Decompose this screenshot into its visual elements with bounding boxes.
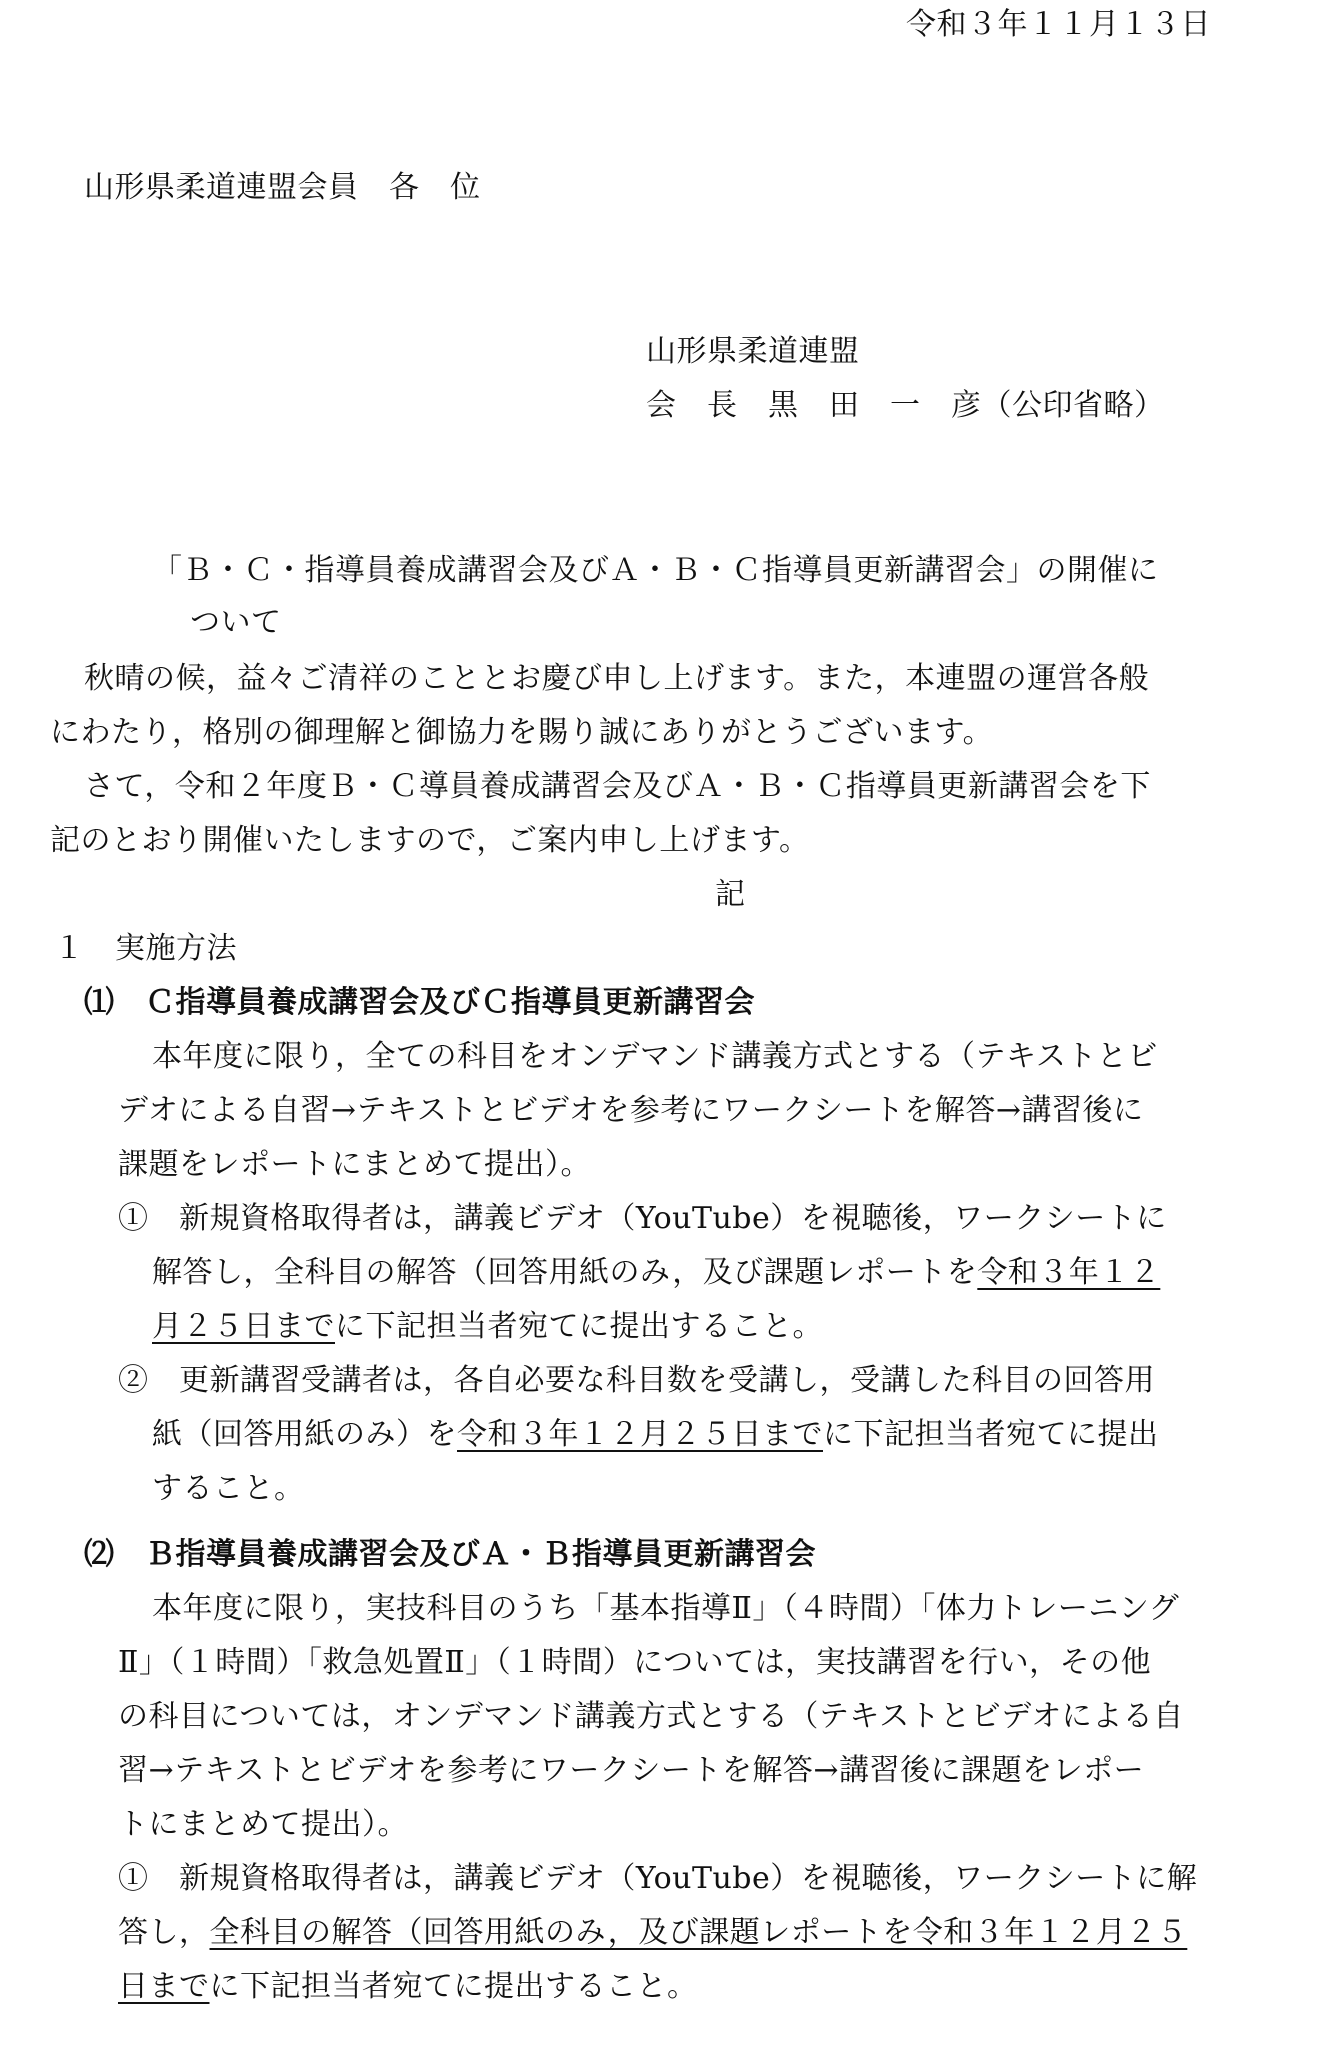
sender-president: 会 長 黒 田 一 彦（公印省略）: [646, 388, 1165, 423]
subsection-2-paragraph-line-4: 習→テキストとビデオを参考にワークシートを解答→講習後に課題をレポー: [118, 1753, 1145, 1788]
ki-heading: 記: [715, 877, 746, 912]
item-text: 解答し，全科目の解答（回答用紙のみ，及び課題レポートを: [152, 1255, 978, 1290]
subsection-2-paragraph-line-1: 本年度に限り，実技科目のうち「基本指導Ⅱ」（４時間）「体力トレーニング: [152, 1591, 1180, 1626]
greeting-line-4: 記のとおり開催いたしますので，ご案内申し上げます。: [50, 823, 810, 858]
subsection-1-paragraph-line-3: 課題をレポートにまとめて提出）。: [118, 1147, 591, 1182]
section-1-title: １ 実施方法: [54, 931, 237, 966]
subsection-2-item-1-line-3: [118, 1967, 698, 2007]
item-text: に下記担当者宛てに提出すること。: [335, 1309, 823, 1344]
sender-organization: 山形県柔道連盟: [646, 334, 860, 369]
greeting-line-1: 秋晴の候，益々ご清祥のこととお慶び申し上げます。また，本連盟の運営各般: [84, 661, 1150, 696]
deadline-underlined: 月２５日まで: [152, 1309, 335, 1344]
deadline-underlined: 令和３年１２: [977, 1255, 1161, 1290]
document-date: 令和３年１１月１３日: [906, 7, 1211, 42]
subsection-1-item-1-line-3: [152, 1307, 823, 1347]
subsection-1-title: ⑴ Ｃ指導員養成講習会及びＣ指導員更新講習会: [84, 985, 755, 1020]
subject-line-2: ついて: [190, 605, 282, 640]
subsection-1-item-1-line-1: ① 新規資格取得者は，講義ビデオ（YouTube）を視聴後，ワークシートに: [118, 1201, 1167, 1236]
greeting-line-2: にわたり，格別の御理解と御協力を賜り誠にありがとうございます。: [50, 715, 994, 750]
greeting-line-3: さて，令和２年度Ｂ・Ｃ導員養成講習会及びＡ・Ｂ・Ｃ指導員更新講習会を下: [84, 769, 1151, 804]
deadline-underlined: 日まで: [118, 1969, 210, 2004]
item-text: に下記担当者宛てに提出: [823, 1417, 1159, 1452]
subsection-1-item-2-line-2: [152, 1415, 1159, 1455]
subsection-1-paragraph-line-2: デオによる自習→テキストとビデオを参考にワークシートを解答→講習後に: [118, 1093, 1144, 1128]
subsection-1-item-2-line-1: ② 更新講習受講者は，各自必要な科目数を受講し，受講した科目の回答用: [118, 1363, 1155, 1398]
item-text: 答し，: [118, 1915, 210, 1950]
deadline-underlined: 全科目の解答（回答用紙のみ，及び課題レポートを令和３年１２月２５: [209, 1915, 1188, 1950]
item-text: に下記担当者宛てに提出すること。: [209, 1969, 698, 2004]
subsection-2-title: ⑵ Ｂ指導員養成講習会及びＡ・Ｂ指導員更新講習会: [84, 1537, 816, 1572]
subsection-2-paragraph-line-2: Ⅱ」（１時間）「救急処置Ⅱ」（１時間）については，実技講習を行い，その他: [118, 1645, 1152, 1680]
addressee: 山形県柔道連盟会員 各 位: [84, 170, 481, 205]
subsection-2-item-1-line-1: ① 新規資格取得者は，講義ビデオ（YouTube）を視聴後，ワークシートに解: [118, 1861, 1198, 1896]
item-text: 紙（回答用紙のみ）を: [152, 1417, 457, 1452]
subsection-1-item-1-line-2: [152, 1253, 1160, 1293]
subject-line-1: 「Ｂ・Ｃ・指導員養成講習会及びＡ・Ｂ・Ｃ指導員更新講習会」の開催に: [152, 553, 1159, 588]
subsection-1-paragraph-line-1: 本年度に限り，全ての科目をオンデマンド講義方式とする（テキストとビ: [152, 1039, 1158, 1074]
subsection-2-paragraph-line-5: トにまとめて提出）。: [118, 1807, 408, 1842]
deadline-underlined: 令和３年１２月２５日まで: [457, 1417, 823, 1452]
subsection-2-paragraph-line-3: の科目については，オンデマンド講義方式とする（テキストとビデオによる自: [118, 1699, 1184, 1734]
subsection-1-item-2-line-3: すること。: [152, 1471, 305, 1506]
subsection-2-item-1-line-2: [118, 1913, 1187, 1953]
